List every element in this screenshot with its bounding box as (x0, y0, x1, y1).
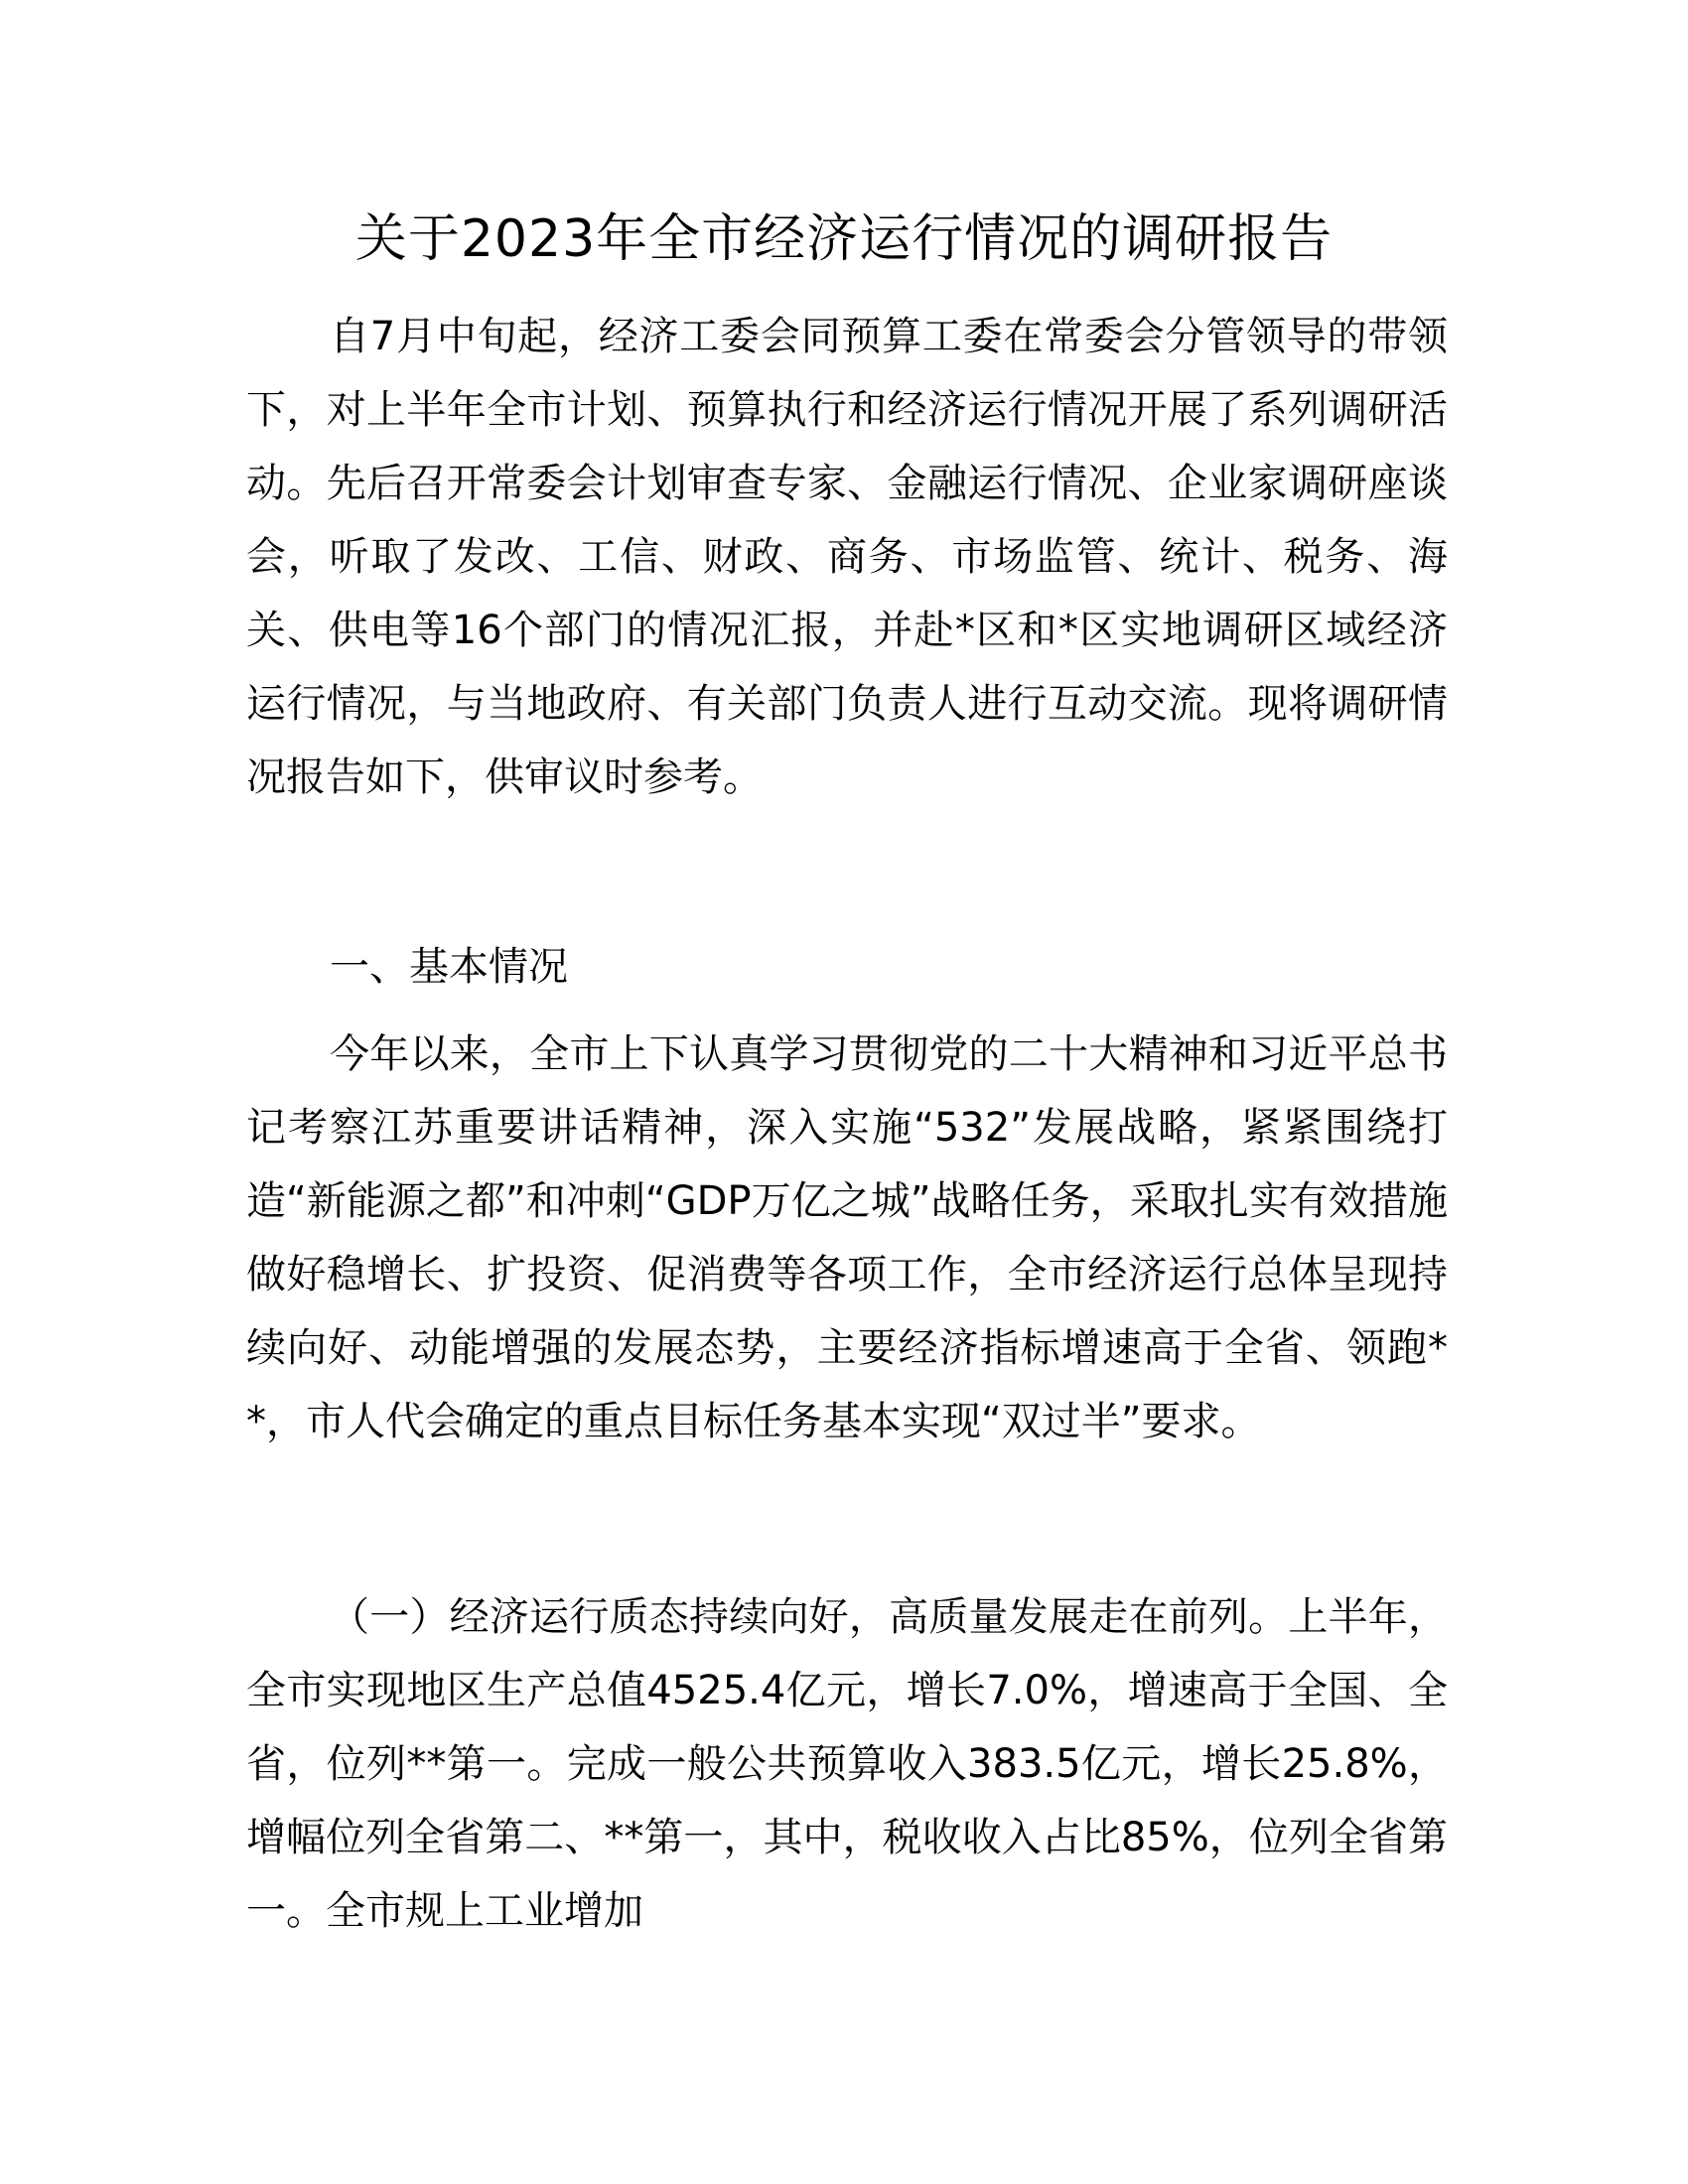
paragraph-overview: 今年以来，全市上下认真学习贯彻党的二十大精神和习近平总书记考察江苏重要讲话精神，深入实施“532”发展战略，紧紧围绕打造“新能源之都”和冲刺“GDP万亿之城”战略任务，采取扎实有效措施做好稳增长、扩投资、促消费等各项工作，全市经济运行总体呈现持续向好、动能增强的发展态势，主要经济指标增速高于全省、领跑**，市人代会确定的重点目标任务基本实现“双过半”要求。 (246, 1031, 1448, 1444)
paragraph-intro: 自7月中旬起，经济工委会同预算工委在常委会分管领导的带领下，对上半年全市计划、预算执行和经济运行情况开展了系列调研活动。先后召开常委会计划审查专家、金融运行情况、企业家调研座谈会，听取了发改、工信、财政、商务、市场监管、统计、税务、海关、供电等16个部门的情况汇报，并赴*区和*区实地调研区域经济运行情况，与当地政府、有关部门负责人进行互动交流。现将调研情况报告如下，供审议时参考。 (246, 314, 1448, 800)
document-title: 关于2023年全市经济运行情况的调研报告 (354, 209, 1334, 269)
section-heading-basic-situation: 一、基本情况 (330, 944, 568, 990)
paragraph-economic-quality: （一）经济运行质态持续向好，高质量发展走在前列。上半年，全市实现地区生产总值4525.4亿元，增长7.0%，增速高于全国、全省，位列**第一。完成一般公共预算收入383.5亿元，增长25.8%，增幅位列全省第二、**第一，其中，税收收入占比85%，位列全省第一。全市规上工业增加 (246, 1594, 1448, 1934)
